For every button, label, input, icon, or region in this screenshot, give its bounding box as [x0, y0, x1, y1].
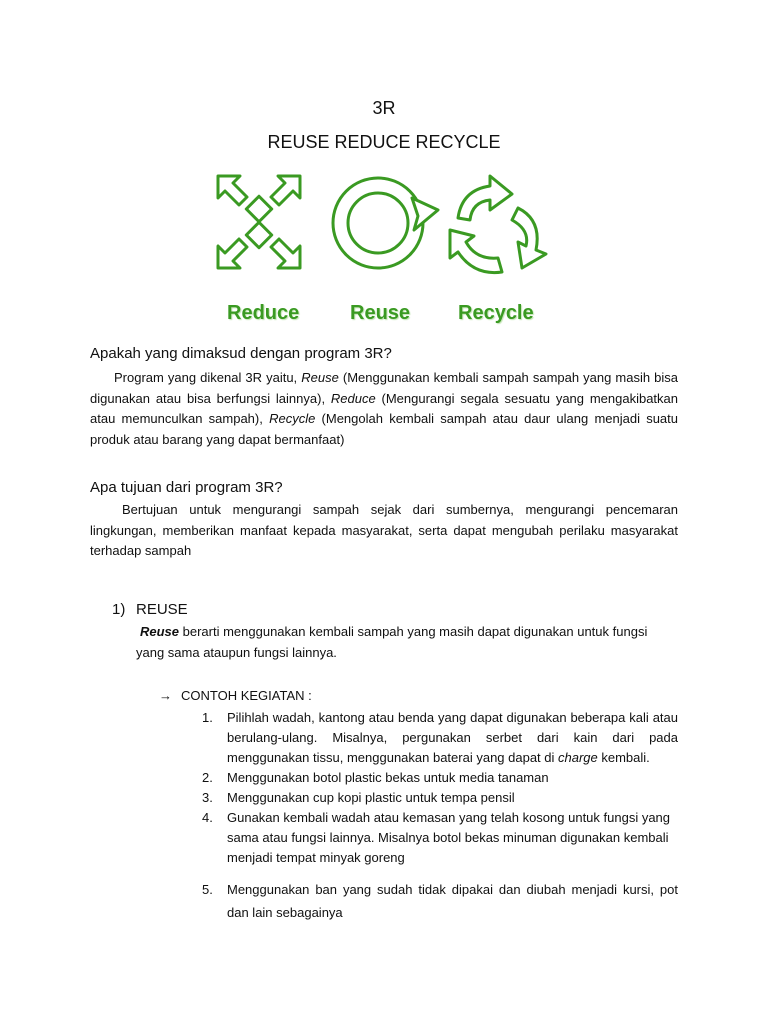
arrow-icon: →: [159, 688, 172, 703]
term-reduce: Reduce: [330, 390, 376, 406]
logo-label-reduce: Reduce: [227, 302, 300, 324]
item-number: 4.: [202, 810, 213, 825]
section-heading-reuse: REUSE: [136, 601, 188, 618]
term-reuse: Reuse: [301, 370, 339, 385]
text-run: Program yang dikenal 3R yaitu,: [114, 370, 302, 385]
item-text: Menggunakan botol plastic bekas untuk media tanaman: [227, 770, 549, 785]
text-run: (Mengolah kembali sampah atau daur ulang menjadi suatu produk atau barang yang dapat bermanfaat): [90, 411, 678, 447]
item-text: Pilihlah wadah, kantong atau benda yang dapat digunakan beberapa kali atau berulang-ulang. Misalnya, pergunakan serbet dari kain dari pada menggunakan tissu, menggunakan baterai yang dapat di: [227, 710, 678, 765]
reduce-arrows-icon: [218, 176, 300, 268]
example-label: CONTOH KEGIATAN :: [181, 688, 312, 703]
item-text: Gunakan kembali wadah atau kemasan yang telah kosong untuk fungsi yang sama atau fungsi lainnya. Misalnya botol bekas minuman digunakan kembali menjadi tempat minyak goreng: [227, 810, 671, 865]
text-run: berarti menggunakan kembali sampah yang masih dapat digunakan untuk fungsi yang sama ataupun fungsi lainnya.: [136, 624, 648, 660]
item-em: charge: [558, 750, 598, 765]
item-number: 1.: [202, 710, 213, 725]
recycle-arrows-icon: [450, 176, 546, 273]
document-subtitle: REUSE REDUCE RECYCLE: [267, 132, 501, 152]
term-recycle: Recycle: [269, 411, 316, 426]
paragraph-definition: [90, 368, 678, 450]
document-title: 3R: [372, 98, 396, 118]
example-list: [202, 708, 678, 924]
paragraph-reuse-definition: [136, 622, 678, 663]
logo-label-reuse: Reuse: [350, 302, 411, 324]
item-number: 5.: [202, 882, 213, 897]
reuse-circle-arrow-icon: [333, 178, 438, 268]
item-number: 3.: [202, 790, 213, 805]
list-item: [202, 808, 678, 868]
section-heading-purpose: Apa tujuan dari program 3R?: [90, 479, 283, 496]
text-run: (Menggunakan kembali sampah sampah yang masih bisa digunakan atau bisa berfungsi lainnya),: [90, 370, 679, 406]
item-text: kembali.: [597, 750, 650, 765]
term-reuse-bold: Reuse: [140, 624, 180, 639]
text-run: (Mengurangi segala sesuatu yang mengakibatkan atau memunculkan sampah),: [90, 390, 679, 426]
item-text: Menggunakan cup kopi plastic untuk tempa pensil: [227, 790, 515, 805]
list-item: [202, 768, 678, 788]
item-text: Menggunakan ban yang sudah tidak dipakai dan diubah menjadi kursi, pot dan lain sebagainya: [227, 882, 678, 920]
section-heading-what-is-3r: Apakah yang dimaksud dengan program 3R?: [90, 345, 392, 362]
logo-label-recycle: Recycle: [458, 302, 534, 324]
list-number-1: 1): [112, 601, 126, 618]
list-item: [202, 788, 678, 808]
3r-logo: [200, 168, 560, 333]
list-item: [202, 708, 678, 768]
3r-symbols: [200, 168, 560, 293]
paragraph-purpose: Bertujuan untuk mengurangi sampah sejak dari sumbernya, mengurangi pencemaran lingkungan, memberikan manfaat kepada masyarakat, serta dapat mengubah perilaku masyarakat terhadap sampah: [90, 502, 678, 558]
item-number: 2.: [202, 770, 213, 785]
list-item: [202, 878, 678, 924]
